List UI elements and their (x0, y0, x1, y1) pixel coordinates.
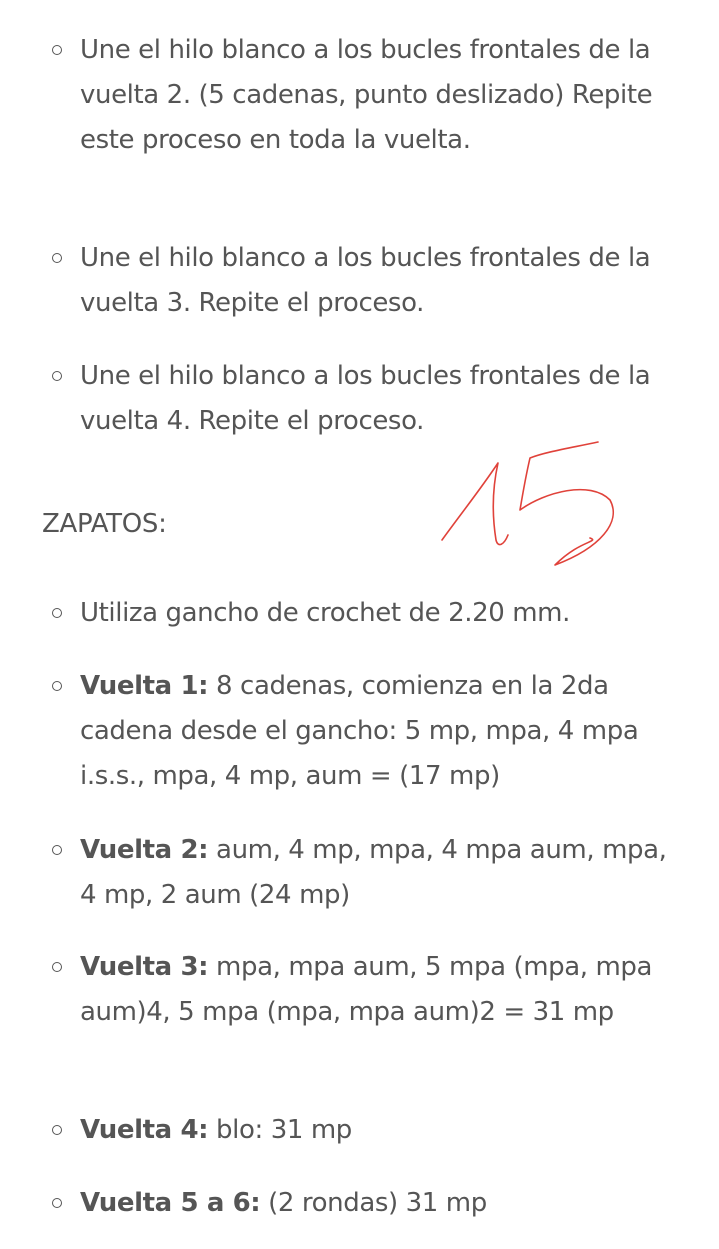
circle-bullet-icon (52, 1125, 62, 1135)
handwritten-digit-1 (442, 463, 508, 545)
round-label: Vuelta 1: (80, 671, 209, 701)
circle-bullet-icon (52, 253, 62, 263)
list-item (80, 828, 680, 918)
list-item-text: aum, 4 mp, mpa, 4 mpa aum, mpa, 4 mp, 2 aum (24 mp) (80, 835, 667, 910)
round-label: Vuelta 3: (80, 952, 209, 982)
handwritten-page-number (430, 430, 630, 580)
section-heading-zapatos: ZAPATOS: (42, 509, 167, 539)
circle-bullet-icon (52, 45, 62, 55)
list-item-text: Utiliza gancho de crochet de 2.20 mm. (80, 598, 570, 628)
circle-bullet-icon (52, 845, 62, 855)
circle-bullet-icon (52, 681, 62, 691)
list-item (80, 945, 680, 1035)
round-label: Vuelta 4: (80, 1115, 209, 1145)
circle-bullet-icon (52, 1198, 62, 1208)
round-label: Vuelta 5 a 6: (80, 1188, 261, 1218)
list-item (80, 591, 680, 636)
list-item-text: 8 cadenas, comienza en la 2da cadena desde el gancho: 5 mp, mpa, 4 mpa i.s.s., mpa, 4 mp, aum = (17 mp) (80, 671, 639, 791)
list-item (80, 236, 680, 326)
round-label: Vuelta 2: (80, 835, 209, 865)
list-item-text: blo: 31 mp (208, 1115, 352, 1145)
list-item-text: Une el hilo blanco a los bucles frontales de la vuelta 2. (5 cadenas, punto deslizado) Repite este proceso en toda la vuelta. (80, 35, 653, 155)
list-item-text: (2 rondas) 31 mp (260, 1188, 487, 1218)
circle-bullet-icon (52, 962, 62, 972)
handwritten-digit-5 (520, 442, 613, 565)
list-item-text: Une el hilo blanco a los bucles frontales de la vuelta 3. Repite el proceso. (80, 243, 651, 318)
list-item-text: Une el hilo blanco a los bucles frontales de la vuelta 4. Repite el proceso. (80, 361, 651, 436)
circle-bullet-icon (52, 608, 62, 618)
list-item (80, 1181, 680, 1226)
circle-bullet-icon (52, 371, 62, 381)
list-item-text: mpa, mpa aum, 5 mpa (mpa, mpa aum)4, 5 mpa (mpa, mpa aum)2 = 31 mp (80, 952, 653, 1027)
list-item (80, 28, 680, 163)
list-item (80, 1108, 680, 1153)
list-item (80, 664, 680, 799)
